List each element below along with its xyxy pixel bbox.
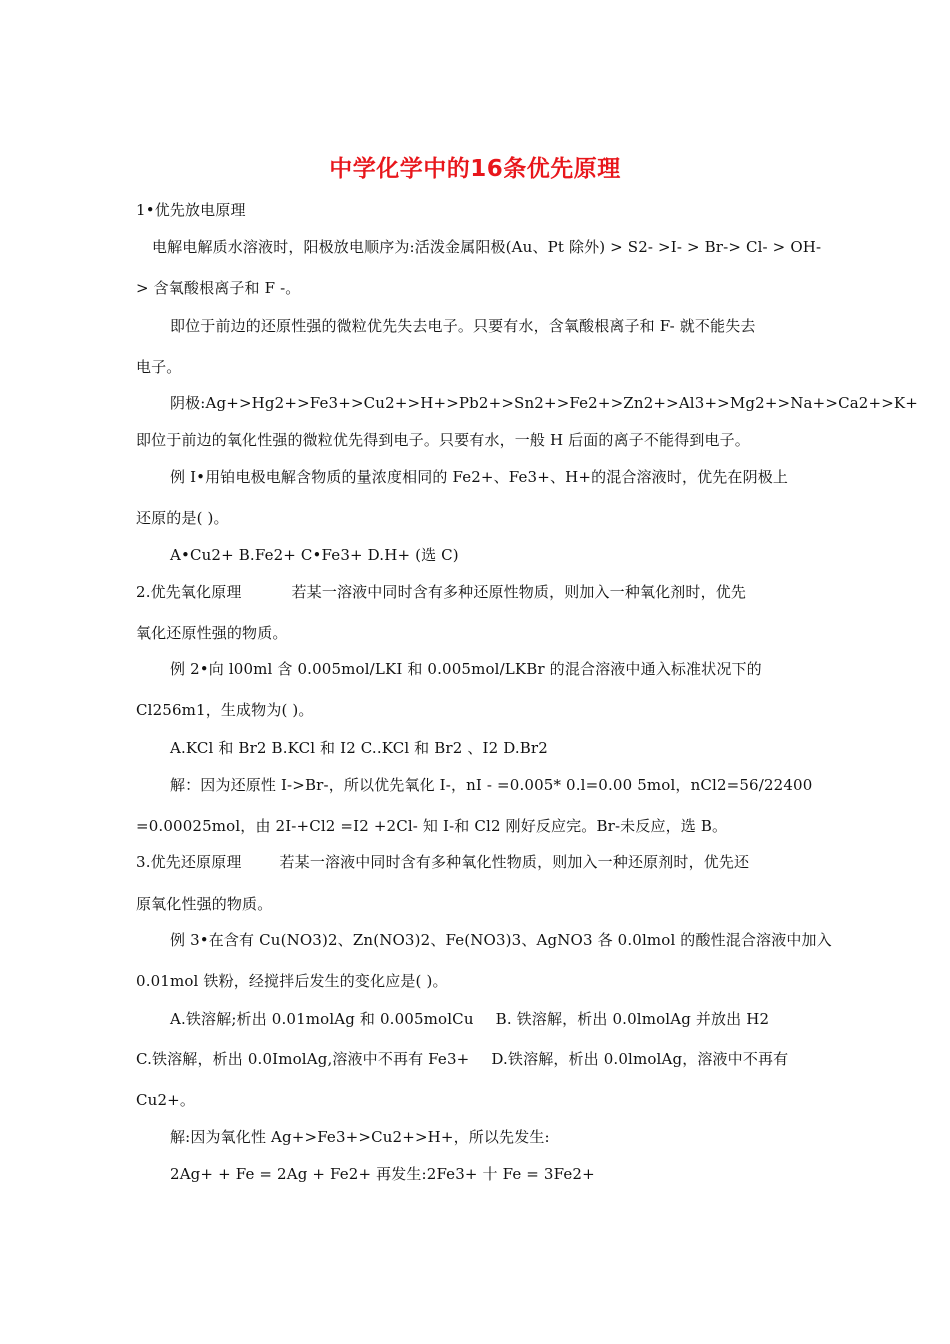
example-3-options-cd [136,1049,816,1069]
paragraph-line: 电解电解质水溶液时，阳极放电顺序为:活泼金属阳极(Au、Pt 除外) > S2- >I- > Br-> Cl- > OH- [152,238,822,256]
section-3-heading: 3.优先还原原理 [136,853,242,871]
section-1-heading: 1•优先放电原理 [136,201,246,219]
example-1-options: A•Cu2+ B.Fe2+ C•Fe3+ D.H+ (选 C) [170,546,459,564]
section-3-line [136,852,816,872]
example-3-solution: 解:因为氧化性 Ag+>Fe3+>Cu2+>H+，所以先发生: [170,1128,550,1146]
example-3-line: 例 3•在含有 Cu(NO3)2、Zn(NO3)2、Fe(NO3)3、AgNO3 各 0.0lmol 的酸性混合溶液中加入 [170,931,832,949]
example-2-options: A.KCl 和 Br2 B.KCl 和 I2 C..KCl 和 Br2 、I2 D.Br2 [170,739,548,757]
paragraph-line: > 含氧酸根离子和 F -。 [136,279,301,297]
section-2-heading: 2.优先氧化原理 [136,583,242,601]
example-1-line: 还原的是( )。 [136,509,229,527]
document-title: 中学化学中的16条优先原理 [329,156,621,182]
option-b: B. 铁溶解，析出 0.0lmolAg 并放出 H2 [495,1010,770,1028]
example-2-line: 例 2•向 l00ml 含 0.005mol/LKI 和 0.005mol/LKBr 的混合溶液中通入标准状况下的 [170,660,762,678]
paragraph-line: Cu2+。 [136,1091,195,1109]
example-2-solution: =0.00025mol，由 2I-+Cl2 =I2 +2Cl- 知 I-和 Cl2 刚好反应完。Br-未反应，选 B。 [136,817,728,835]
example-2-solution: 解：因为还原性 I->Br-，所以优先氧化 I-，nI - =0.005* 0.l=0.00 5mol，nCl2=56/22400 [170,776,813,794]
example-3-solution: 2Ag+ + Fe = 2Ag + Fe2+ 再发生:2Fe3+ 十 Fe = 3Fe2+ [170,1165,595,1183]
example-3-options-ab [170,1009,850,1029]
section-2-text: 若某一溶液中同时含有多种还原性物质，则加入一种氧化剂时，优先 [291,583,747,601]
option-d: D.铁溶解，析出 0.0lmolAg，溶液中不再有 [491,1050,789,1068]
paragraph-line: 氧化还原性强的物质。 [136,624,288,642]
paragraph-line: 阴极:Ag+>Hg2+>Fe3+>Cu2+>H+>Pb2+>Sn2+>Fe2+>Zn2+>Al3+>Mg2+>Na+>Ca2+>K+ [170,394,918,412]
section-2-line [136,582,816,602]
example-1-line: 例 I•用铂电极电解含物质的量浓度相同的 Fe2+、Fe3+、H+的混合溶液时，优先在阴极上 [170,468,789,486]
option-a: A.铁溶解;析出 0.01molAg 和 0.005molCu [170,1010,474,1028]
paragraph-line: 即位于前边的氧化性强的微粒优先得到电子。只要有水，一般 H 后面的离子不能得到电子。 [136,431,750,449]
option-c: C.铁溶解，析出 0.0ImolAg,溶液中不再有 Fe3+ [136,1050,470,1068]
example-2-line: Cl256m1，生成物为( )。 [136,701,314,719]
paragraph-line: 电子。 [136,358,182,376]
paragraph-line: 原氧化性强的物质。 [136,895,273,913]
paragraph-line: 即位于前边的还原性强的微粒优先失去电子。只要有水，含氧酸根离子和 F- 就不能失去 [170,317,756,335]
example-3-line: 0.01mol 铁粉，经搅拌后发生的变化应是( )。 [136,972,448,990]
section-3-text: 若某一溶液中同时含有多种氧化性物质，则加入一种还原剂时，优先还 [279,853,750,871]
